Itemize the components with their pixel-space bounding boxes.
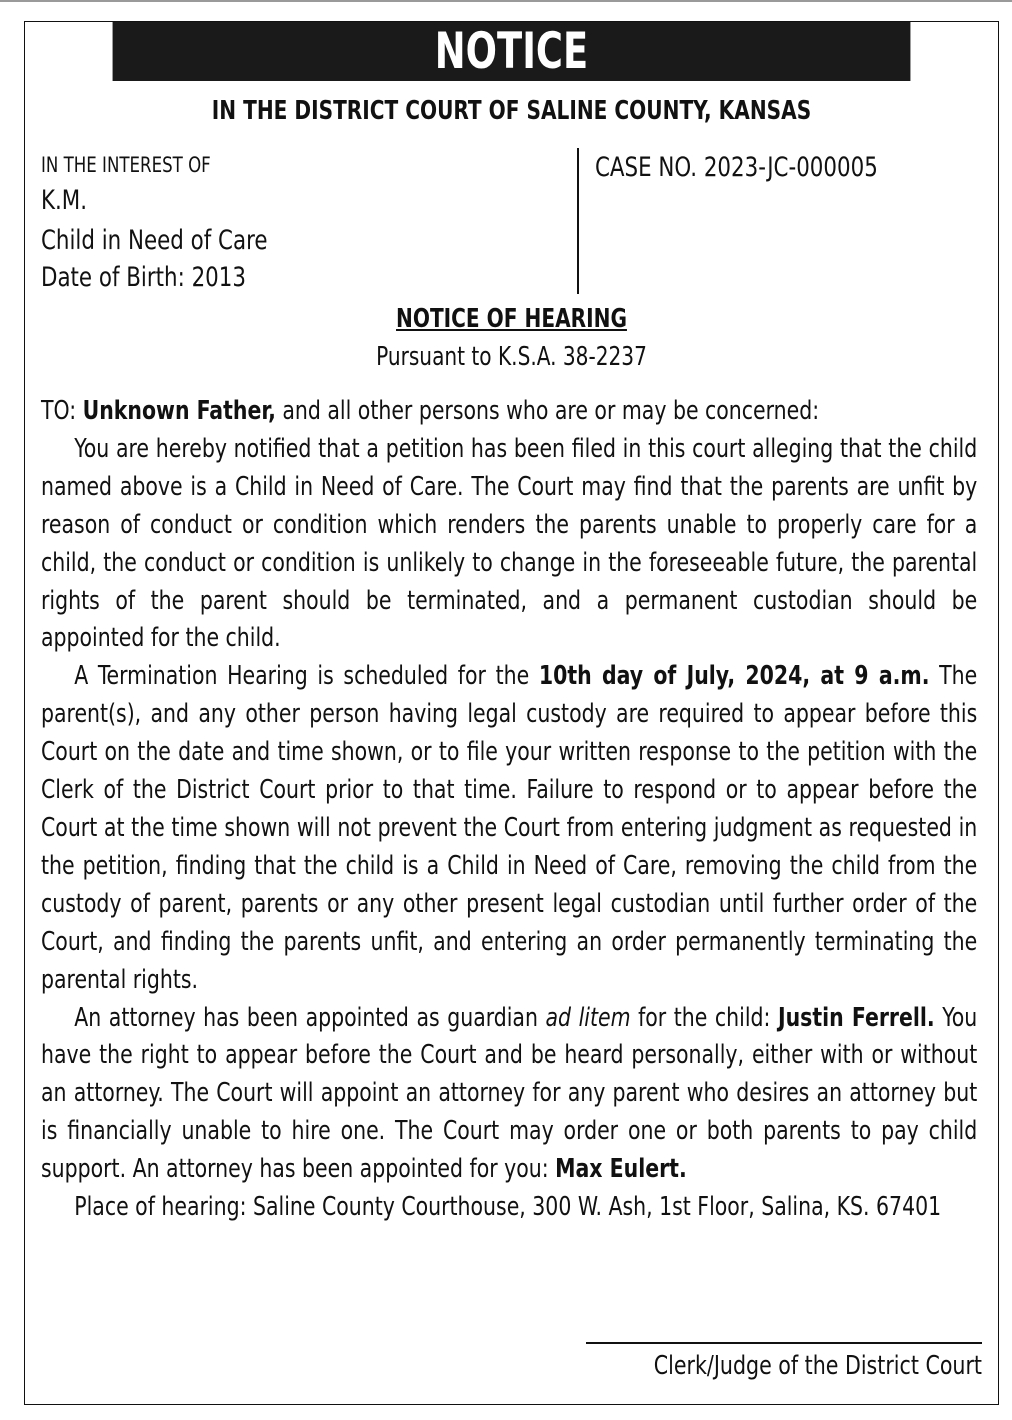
- place-paragraph: Place of hearing: Saline County Courthouse, 300 W. Ash, 1st Floor, Salina, KS. 67401: [74, 1192, 942, 1223]
- guardian-name: Justin Ferrell.: [777, 1002, 935, 1033]
- addressee-rest: and all other persons who are or may be concerned:: [275, 396, 820, 426]
- ad-litem: ad litem: [545, 1002, 631, 1033]
- petition-paragraph: You are hereby notified that a petition has been filed in this court alleging that the child named above is a Child in Need of Care. The Court may find that the parents are unfit by reason of conduct or condition which renders the parents unable to properly care for a child, the conduct or condition is unlikely to change in the foreseeable future, the parental rights of the parent should be terminated, and a permanent custodian should be appointed for the child.: [41, 433, 978, 654]
- attorney-for-child: for the child:: [630, 1002, 778, 1033]
- notice-body: [41, 393, 977, 1227]
- case-number: CASE NO. 2023-JC-000005: [595, 152, 878, 183]
- appointed-attorney-name: Max Eulert.: [555, 1154, 687, 1185]
- top-rule: [0, 0, 1012, 2]
- addressee-name: Unknown Father,: [82, 396, 276, 426]
- hearing-intro: A Termination Hearing is scheduled for the: [74, 661, 539, 692]
- court-heading: IN THE DISTRICT COURT OF SALINE COUNTY, KANSAS: [211, 96, 812, 126]
- statute-reference: Pursuant to K.S.A. 38-2237: [376, 342, 647, 372]
- attorney-paragraph: [41, 1000, 977, 1190]
- hearing-paragraph: [41, 658, 977, 999]
- addressee-prefix: TO:: [41, 396, 83, 426]
- attorney-rights: You have the right to appear before the Court and be heard personally, either with or without an attorney. The Court will appoint an attorney for any parent who desires an attorney but is financially unable to hire one. The Court may order one or both parents to pay child support. An attorney has been appointed for you:: [41, 1002, 978, 1185]
- interest-of: IN THE INTEREST OF: [41, 153, 211, 177]
- notice-banner: NOTICE: [113, 22, 911, 81]
- date-of-birth: Date of Birth: 2013: [41, 262, 246, 293]
- child-status: Child in Need of Care: [41, 225, 268, 256]
- caption-divider: [577, 148, 579, 294]
- notice-frame: [24, 21, 999, 1405]
- child-initials: K.M.: [41, 185, 88, 216]
- addressee-paragraph: [41, 393, 977, 431]
- hearing-details: The parent(s), and any other person having legal custody are required to appear before this Court on the date and time shown, or to file your written response to the petition with the Clerk of the District Court prior to that time. Failure to respond or to appear before the Court at the time shown will not prevent the Court from entering judgment as requested in the petition, finding that the child is a Child in Need of Care, removing the child from the custody of parent, parents or any other present legal custodian until further order of the Court, and finding the parents unfit, and entering an order permanently terminating the parental rights.: [41, 661, 978, 995]
- attorney-intro: An attorney has been appointed as guardian: [74, 1002, 546, 1033]
- hearing-title: NOTICE OF HEARING: [396, 304, 627, 334]
- hearing-date: 10th day of July, 2024, at 9 a.m.: [538, 661, 930, 692]
- case-caption: [41, 150, 499, 296]
- signature-line: [586, 1342, 982, 1344]
- signature-label: Clerk/Judge of the District Court: [653, 1351, 982, 1381]
